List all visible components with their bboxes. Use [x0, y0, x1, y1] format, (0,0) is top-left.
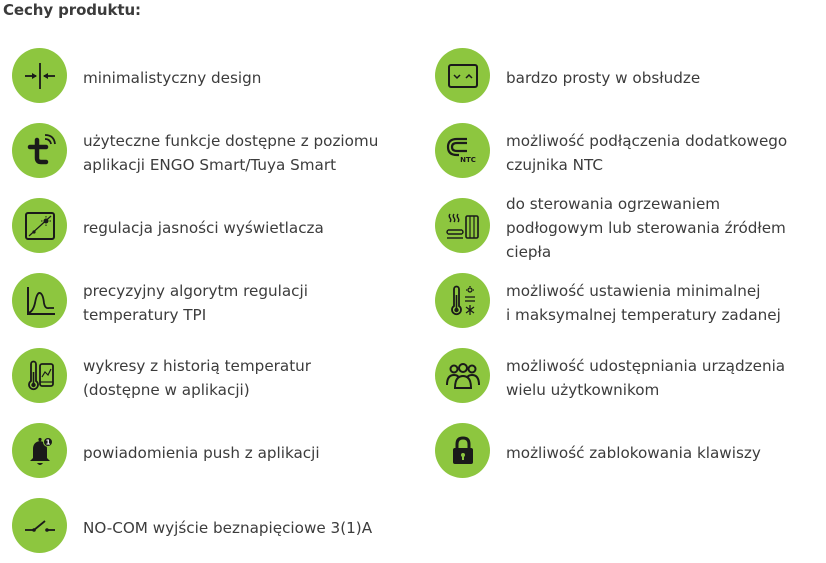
feature-text: wykresy z historią temperatur (dostępne w aplikacji): [83, 357, 312, 399]
feature-text: NO-COM wyjście beznapięciowe 3(1)A: [83, 519, 373, 537]
feature-text: minimalistyczny design: [83, 69, 262, 87]
brightness-icon: [22, 208, 58, 244]
feature-text: możliwość udostępniania urządzenia wielu użytkownikom: [506, 357, 786, 399]
feature-text: powiadomienia push z aplikacji: [83, 444, 320, 462]
users-icon: [445, 358, 481, 394]
feature-text: do sterowania ogrzewaniem podłogowym lub sterowania źródłem ciepła: [506, 195, 786, 261]
svg-text:NTC: NTC: [459, 155, 476, 164]
feature-text: precyzyjny algorytm regulacji temperatury TPI: [83, 282, 308, 324]
tuya-logo-icon: [22, 133, 58, 169]
feature-text: możliwość zablokowania klawiszy: [506, 444, 761, 462]
ntc-sensor-icon: [445, 133, 481, 169]
svg-text:1: 1: [45, 438, 50, 446]
graph-curve-icon: [22, 283, 58, 319]
padlock-icon: [445, 433, 481, 469]
section-heading: Cechy produktu:: [3, 1, 141, 19]
feature-text: regulacja jasności wyświetlacza: [83, 219, 324, 237]
feature-text: bardzo prosty w obsłudze: [506, 69, 701, 87]
feature-text: użyteczne funkcje dostępne z poziomu aplikacji ENGO Smart/Tuya Smart: [83, 132, 379, 174]
feature-text: możliwość podłączenia dodatkowego czujnika NTC: [506, 132, 788, 174]
floor-heating-radiator-icon: [445, 208, 481, 244]
thermometer-snowflake-icon: [445, 283, 481, 319]
bell-notification-icon: [22, 433, 58, 469]
arrows-inward-icon: [22, 58, 58, 94]
feature-text: możliwość ustawienia minimalnej i maksymalnej temperatury zadanej: [506, 282, 781, 324]
thermometer-phone-icon: [22, 358, 58, 394]
display-icon: [445, 58, 481, 94]
switch-contact-icon: [22, 508, 58, 544]
